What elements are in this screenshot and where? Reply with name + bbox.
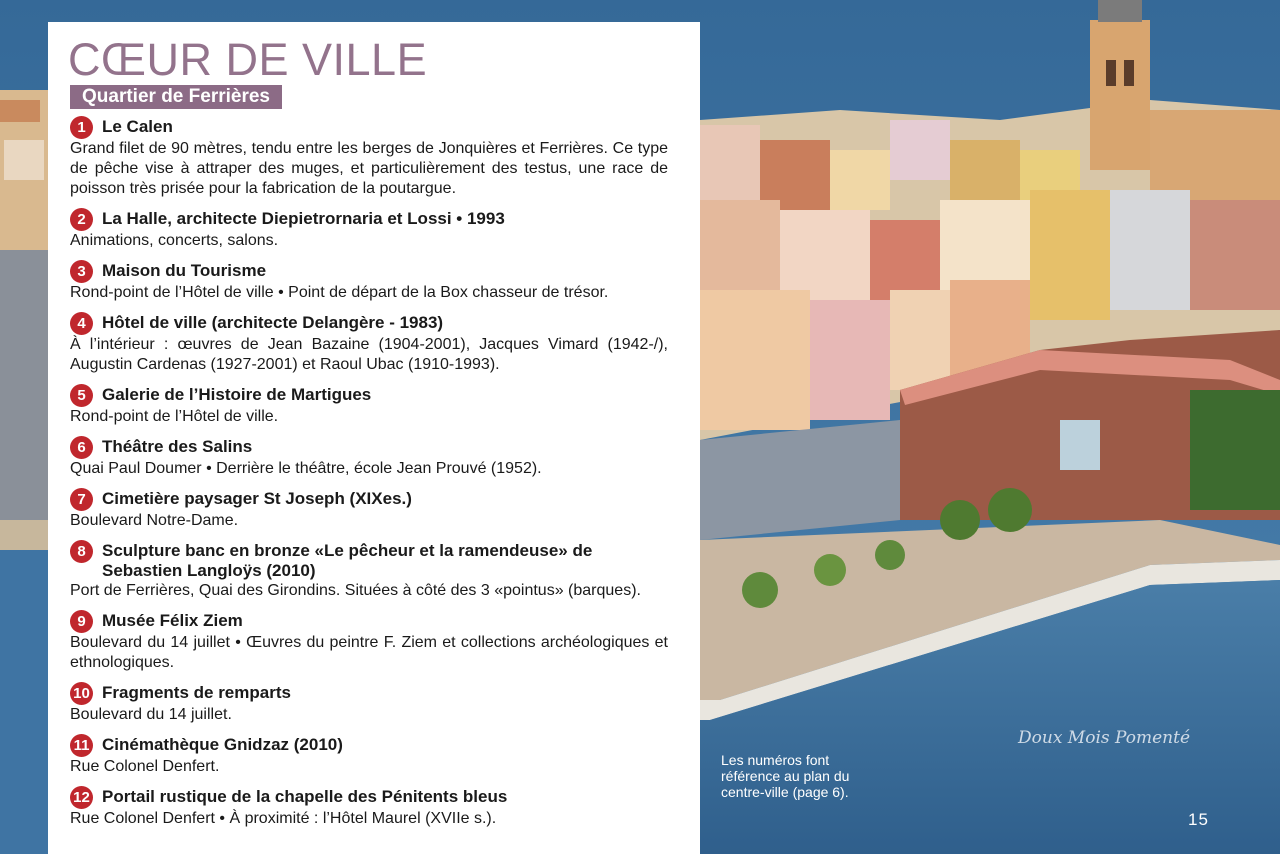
list-item [70, 261, 668, 303]
item-title: Galerie de l’Histoire de Martigues [102, 385, 372, 404]
item-description: Boulevard du 14 juillet • Œuvres du peintre F. Ziem et collections archéologiques et ethnologiques. [70, 634, 668, 671]
item-description: Rue Colonel Denfert. [70, 758, 220, 775]
section-subtitle: Quartier de Ferrières [70, 85, 282, 109]
item-description: Rond-point de l’Hôtel de ville. [70, 408, 279, 425]
points-of-interest-list [70, 117, 668, 839]
item-title: Musée Félix Ziem [102, 611, 243, 630]
number-badge: 3 [70, 260, 93, 283]
list-item [70, 683, 668, 725]
number-badge: 11 [70, 734, 93, 757]
left-town-strip [0, 90, 48, 854]
number-badge: 6 [70, 436, 93, 459]
item-title: Théâtre des Salins [102, 437, 253, 456]
number-badge: 10 [70, 682, 93, 705]
list-item [70, 313, 668, 375]
number-badge: 1 [70, 116, 93, 139]
item-description: Grand filet de 90 mètres, tendu entre les berges de Jonquières et Ferrières. Ce type de pêche vise à attraper des muges, et particulièrement des testus, une race de poisson très prisée pour la fabrication de la poutargue. [70, 140, 668, 197]
item-description: Rue Colonel Denfert • À proximité : l’Hôtel Maurel (XVIIe s.). [70, 810, 497, 827]
item-title: Portail rustique de la chapelle des Pénitents bleus [102, 787, 508, 806]
item-description: À l’intérieur : œuvres de Jean Bazaine (1904-2001), Jacques Vimard (1942-/), Augustin Cardenas (1927-2001) et Raoul Ubac (1910-1993). [70, 336, 668, 373]
item-title: Sculpture banc en bronze «Le pêcheur et la ramendeuse» de Sebastien Langloÿs (2010) [102, 541, 593, 580]
item-title: La Halle, architecte Diepietrornaria et Lossi • 1993 [102, 209, 505, 228]
page-title: CŒUR DE VILLE [68, 34, 428, 85]
number-badge: 4 [70, 312, 93, 335]
item-title: Cinémathèque Gnidzaz (2010) [102, 735, 343, 754]
number-badge: 8 [70, 540, 93, 563]
list-item [70, 437, 668, 479]
photographer-signature: Doux Mois Pomenté [1018, 728, 1191, 748]
list-item [70, 611, 668, 673]
number-badge: 12 [70, 786, 93, 809]
list-item [70, 209, 668, 251]
list-item [70, 489, 668, 531]
item-description: Quai Paul Doumer • Derrière le théâtre, école Jean Prouvé (1952). [70, 460, 542, 477]
item-title: Cimetière paysager St Joseph (XIXes.) [102, 489, 412, 508]
map-reference-caption: Les numéros font référence au plan du centre-ville (page 6). [721, 752, 850, 800]
item-description: Boulevard Notre-Dame. [70, 512, 239, 529]
list-item [70, 541, 668, 601]
number-badge: 2 [70, 208, 93, 231]
item-description: Boulevard du 14 juillet. [70, 706, 232, 723]
list-item [70, 385, 668, 427]
item-title: Le Calen [102, 117, 173, 136]
number-badge: 9 [70, 610, 93, 633]
page-number: 15 [1188, 810, 1209, 829]
item-description: Animations, concerts, salons. [70, 232, 279, 249]
number-badge: 7 [70, 488, 93, 511]
item-description: Rond-point de l’Hôtel de ville • Point de départ de la Box chasseur de trésor. [70, 284, 609, 301]
number-badge: 5 [70, 384, 93, 407]
item-title: Fragments de remparts [102, 683, 291, 702]
item-title: Hôtel de ville (architecte Delangère - 1983) [102, 313, 444, 332]
list-item [70, 787, 668, 829]
list-item [70, 735, 668, 777]
item-title: Maison du Tourisme [102, 261, 267, 280]
item-description: Port de Ferrières, Quai des Girondins. Situées à côté des 3 «pointus» (barques). [70, 582, 641, 599]
list-item [70, 117, 668, 199]
